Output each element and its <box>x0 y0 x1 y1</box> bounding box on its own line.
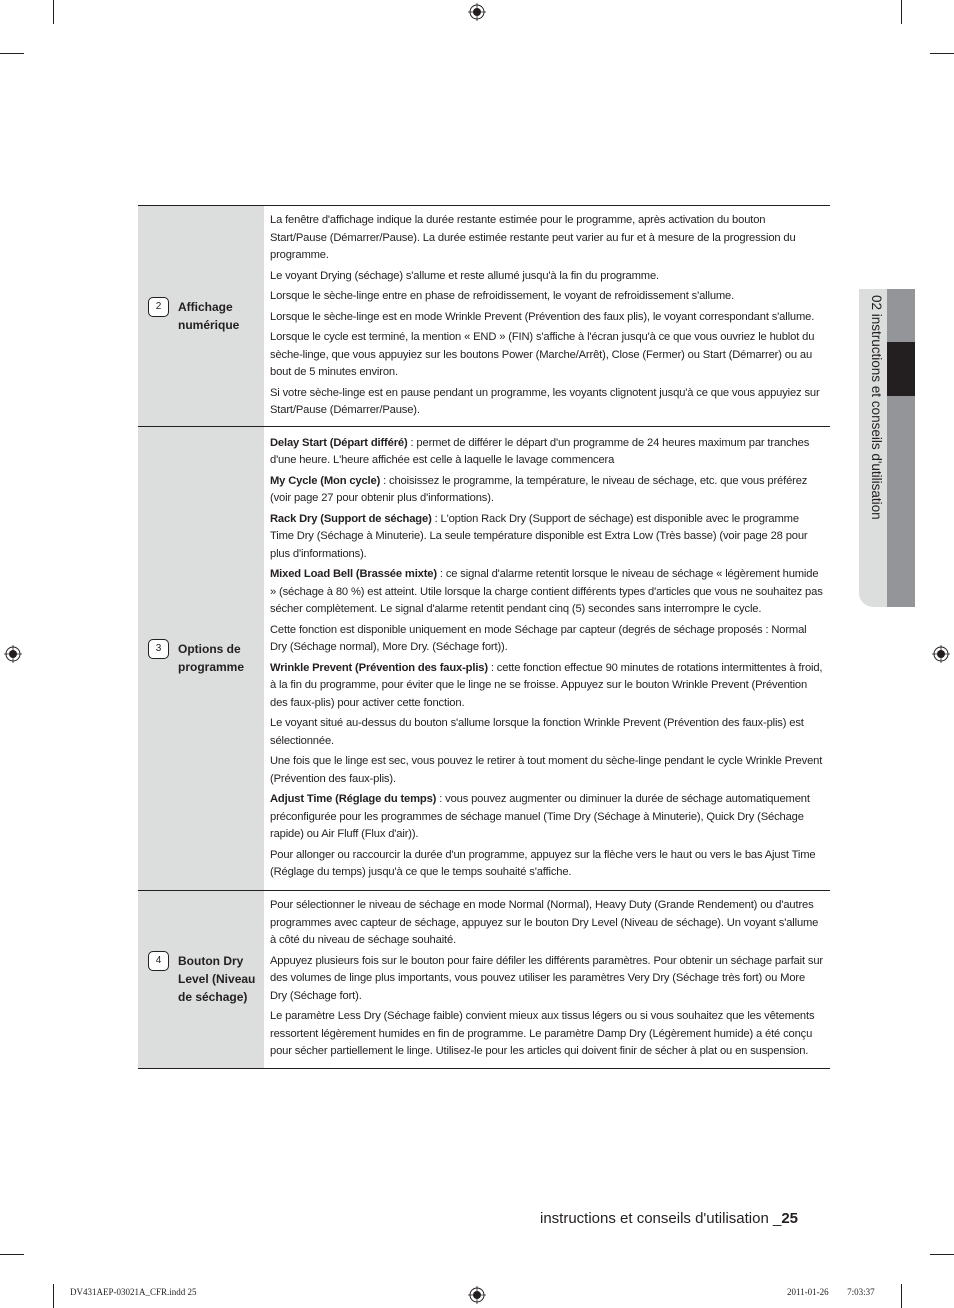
paragraph-text: Une fois que le linge est sec, vous pouvez le retirer à tout moment du sèche-linge pendant le cycle Wrinkle Prevent (Prévention des faux-plis). <box>270 755 823 785</box>
paragraph-text: Appuyez plusieurs fois sur le bouton pour faire défiler les différents paramètres. Pour obtenir un séchage parfait sur des volumes de linge plus importants, vous pouvez utiliser les paramètres Very Dry (Séchage très fort) ou More Dry (Séchage fort). <box>270 954 823 1002</box>
chapter-tab-marker <box>887 342 915 396</box>
description-paragraph <box>270 212 824 265</box>
description-paragraph <box>270 309 824 327</box>
registration-mark-icon <box>932 645 950 663</box>
paragraph-text: : L'option Rack Dry (Support de séchage) est disponible avec le programme Time Dry (Séchage à Minuterie). La seule température disponible est Extra Low (Très basse) (voir page 28 pour plus d'informations). <box>270 512 808 560</box>
feature-title: Affichage numérique <box>178 299 240 332</box>
option-name: Delay Start (Départ différé) <box>270 436 408 449</box>
crop-mark <box>53 0 54 24</box>
description-paragraph <box>270 268 824 286</box>
description-paragraph <box>270 473 824 508</box>
feature-label-cell <box>138 890 264 1068</box>
option-name: Mixed Load Bell (Brassée mixte) <box>270 568 437 580</box>
paragraph-text: : permet de différer le départ d'un programme de 24 heures maximum par tranches d'une heure. L'heure affichée est celle à laquelle le lavage commencera <box>270 436 810 466</box>
registration-mark-icon <box>4 645 22 663</box>
option-name: My Cycle (Mon cycle) <box>270 474 381 487</box>
feature-number-badge: 4 <box>148 951 169 971</box>
chapter-tab-strip <box>887 289 915 607</box>
crop-mark <box>901 1284 902 1308</box>
option-name: Wrinkle Prevent (Prévention des faux-plis) <box>270 661 488 674</box>
feature-number-badge: 3 <box>148 639 169 659</box>
feature-description-cell <box>264 890 830 1068</box>
paragraph-text: : cette fonction effectue 90 minutes de rotations intermittentes à froid, à la fin du programme, pour éviter que le linge ne se froisse. Appuyez sur le bouton Wrinkle Prevent (Prévention des faux-plis) pour activer cette fonction. <box>270 661 823 709</box>
description-paragraph <box>270 660 824 713</box>
paragraph-text: Lorsque le cycle est terminé, la mention « END » (FIN) s'affiche à l'écran jusqu'à ce que vous ouvriez le hublot du sèche-linge, que vous appuyiez sur les boutons Power (Marche/Arrêt), Close (Fermer) ou Start (Démarrer) ou au bout de 5 minutes environ. <box>270 331 815 378</box>
description-paragraph <box>270 288 824 306</box>
feature-description-cell <box>264 426 830 890</box>
table-row <box>138 206 830 427</box>
description-paragraph <box>270 435 824 470</box>
feature-label-cell <box>138 206 264 427</box>
description-paragraph <box>270 511 824 564</box>
description-paragraph <box>270 715 824 750</box>
footer-title: instructions et conseils d'utilisation _ <box>540 1210 782 1227</box>
paragraph-text: Pour sélectionner le niveau de séchage en mode Normal (Normal), Heavy Duty (Grande Rendement) ou d'autres programmes avec capteur de séchage, appuyez sur le bouton Dry Level (Niveau de séchage). Un voyant s'allume à côté du niveau de séchage souhaité. <box>270 899 819 947</box>
registration-mark-icon <box>468 3 486 21</box>
crop-mark <box>901 0 902 24</box>
chapter-tab-label: 02 instructions et conseils d'utilisation <box>869 295 884 520</box>
slug-date: 2011-01-26 ￿￿ 7:03:37 <box>787 1287 875 1297</box>
features-table <box>138 205 830 1069</box>
description-paragraph <box>270 329 824 382</box>
description-paragraph <box>270 847 824 882</box>
paragraph-text: : vous pouvez augmenter ou diminuer la durée de séchage automatiquement préconfigurée pour les programmes de séchage manuel (Time Dry (Séchage à Minuterie), Quick Dry (Séchage rapide) ou Air Fluff (Flux d'air)). <box>270 793 810 840</box>
registration-mark-icon <box>468 1286 486 1304</box>
description-paragraph <box>270 953 824 1006</box>
crop-mark <box>53 1284 54 1308</box>
paragraph-text: Lorsque le sèche-linge entre en phase de refroidissement, le voyant de refroidissement s'allume. <box>270 290 735 302</box>
description-paragraph <box>270 897 824 950</box>
table-row <box>138 426 830 890</box>
table-row <box>138 890 830 1068</box>
paragraph-text: Cette fonction est disponible uniquement en mode Séchage par capteur (degrés de séchage proposés : Normal Dry (Séchage normal), More Dry. (Séchage fort)). <box>270 623 807 653</box>
paragraph-text: Le voyant situé au-dessus du bouton s'allume lorsque la fonction Wrinkle Prevent (Prévention des faux-plis) est sélectionnée. <box>270 717 804 747</box>
description-paragraph <box>270 385 824 420</box>
paragraph-text: Le paramètre Less Dry (Séchage faible) convient mieux aux tissus légers ou si vous souhaitez que les vêtements ressortent légèrement humides en fin de programme. Le paramètre Damp Dry (Légèrement humide) a été conçu pour sécher partiellement le linge. Utilisez-le pour les articles qui doivent finir de sécher à plat ou en suspension. <box>270 1010 815 1058</box>
option-name: Rack Dry (Support de séchage) <box>270 512 432 525</box>
description-paragraph <box>270 566 824 619</box>
option-name: Adjust Time (Réglage du temps) <box>270 793 437 805</box>
paragraph-text: Si votre sèche-linge est en pause pendant un programme, les voyants clignotent jusqu'à ce que vous appuyiez sur Start/Pause (Démarrer/Pause). <box>270 386 820 416</box>
feature-title: Options de programme <box>178 642 245 674</box>
crop-mark <box>0 53 24 54</box>
paragraph-text: Pour allonger ou raccourcir la durée d'un programme, appuyez sur la flèche vers le haut ou vers le bas Ajust Time (Réglage du temps) jusqu'à ce que le temps souhaité s'affiche. <box>270 848 816 878</box>
paragraph-text: : choisissez le programme, la température, le niveau de séchage, etc. que vous préférez (voir page 27 pour obtenir plus d'informations). <box>270 474 808 504</box>
description-paragraph <box>270 791 824 844</box>
paragraph-text: Lorsque le sèche-linge est en mode Wrinkle Prevent (Prévention des faux plis), le voyant correspondant s'allume. <box>270 310 815 323</box>
description-paragraph <box>270 622 824 657</box>
crop-mark <box>930 1254 954 1255</box>
paragraph-text: Le voyant Drying (séchage) s'allume et reste allumé jusqu'à la fin du programme. <box>270 269 660 282</box>
description-paragraph <box>270 753 824 788</box>
page-number: 25 <box>781 1210 799 1227</box>
slug-file: DV431AEP-03021A_CFR.indd 25 <box>70 1287 197 1297</box>
description-paragraph <box>270 1008 824 1061</box>
feature-label-cell <box>138 426 264 890</box>
crop-mark <box>0 1254 24 1255</box>
paragraph-text: La fenêtre d'affichage indique la durée restante estimée pour le programme, après activation du bouton Start/Pause (Démarrer/Pause). La durée estimée restante peut varier au fur et à mesure de la progression du programme. <box>270 214 796 261</box>
paragraph-text: : ce signal d'alarme retentit lorsque le niveau de séchage « légèrement humide » (séchage à 80 %) est atteint. Utile lorsque la charge contient différents types d'articles que vous ne souhaitez pas sécher complètement. Le signal d'alarme retentit pendant cinq (5) secondes sans interrompre le cycle. <box>270 568 823 615</box>
page-footer <box>540 1210 798 1227</box>
feature-title: Bouton Dry Level (Niveau de séchage) <box>178 954 256 1004</box>
feature-number-badge: 2 <box>148 297 169 317</box>
crop-mark <box>930 53 954 54</box>
feature-description-cell <box>264 206 830 427</box>
